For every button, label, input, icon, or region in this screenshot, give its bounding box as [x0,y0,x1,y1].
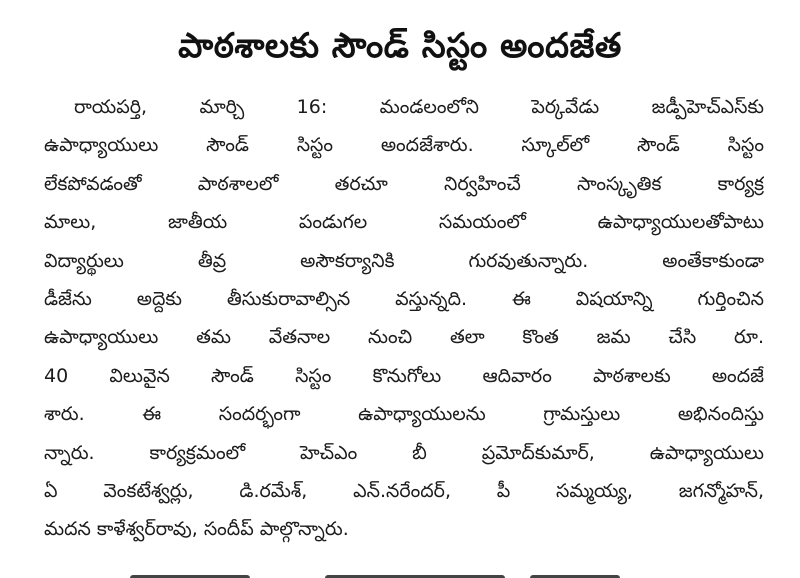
article-line: న్నారు. కార్యక్రమంలో హెచ్ఎం బీ ప్రమోద్‌కుమార్, ఉపాధ్యాయులు [44,441,764,464]
article-line: మదన కాళేశ్వర్‌రావు, సందీప్ పాల్గొన్నారు. [44,518,349,541]
article-body [44,88,764,549]
article-line: డీజేను అద్దెకు తీసుకురావాల్సిన వస్తున్నది. ఈ విషయాన్ని గుర్తించిన [44,288,764,311]
article-line: ఉపాధ్యాయులు సౌండ్ సిస్టం అందజేశారు. స్కూల్‌లో సౌండ్ సిస్టం [44,134,764,157]
article-line: విద్యార్థులు తీవ్ర అసౌకర్యానికి గురవుతున్నారు. అంతేకాకుండా [44,249,764,272]
previous-article-cutoff [40,0,760,6]
article-headline: పాఠశాలకు సౌండ్ సిస్టం అందజేత [178,26,622,66]
article-line: 40 విలువైన సౌండ్ సిస్టం కొనుగోలు ఆదివారం పాఠశాలకు అందజే [44,364,764,387]
next-article-cutoff [40,566,760,578]
article-line: లేకపోవడంతో పాఠశాలలో తరచూ నిర్వహించే సాంస్కృతిక కార్యక్ర [44,172,764,195]
article-line: ఉపాధ్యాయులు తమ వేతనాల నుంచి తలా కొంత జమ చేసి రూ. [44,326,764,349]
article-line: శారు. ఈ సందర్భంగా ఉపాధ్యాయులను గ్రామస్తులు అభినందిస్తు [44,403,764,426]
article-line: ఏ వెంకటేశ్వర్లు, డి.రమేశ్, ఎన్.నరేందర్, పీ సమ్మయ్య, జగన్మోహన్, [44,480,764,503]
article-line: రాయపర్తి, మార్చి 16: మండలంలోని పెర్కవేడు జడ్పీహెచ్ఎస్‌కు [74,96,764,118]
article-line: మాలు, జాతీయ పండుగల సమయంలో ఉపాధ్యాయులతోపాటు [44,211,764,234]
